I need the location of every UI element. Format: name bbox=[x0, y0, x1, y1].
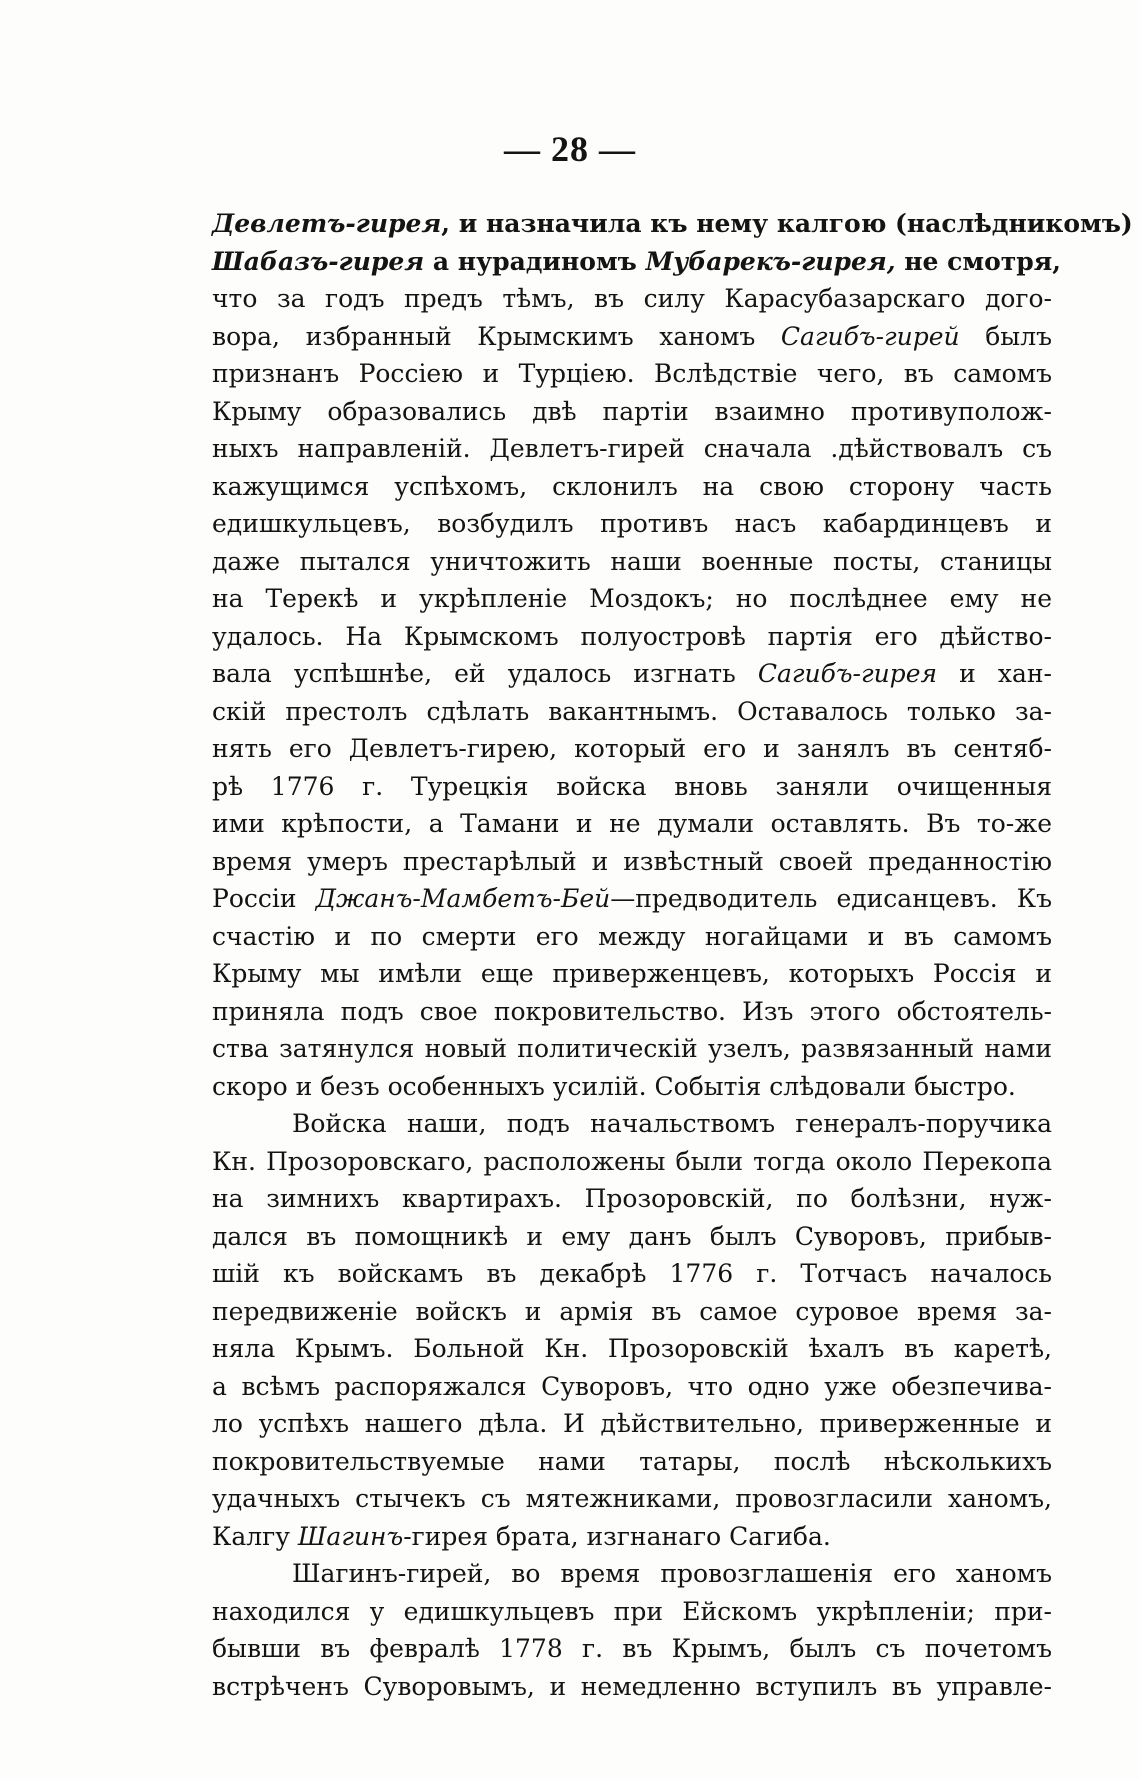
text-line: рѣ 1776 г. Турецкiя войска вновь заняли очищенныя bbox=[212, 771, 1052, 801]
text-line: няла Крымъ. Больной Кн. Прозоровскiй ѣхалъ въ каретѣ, bbox=[212, 1334, 1052, 1363]
text-line: удалось. На Крымскомъ полуостровѣ партiя его дѣйство- bbox=[212, 621, 1052, 651]
text-line: время умеръ престарѣлый и извѣстный своей преданностiю bbox=[212, 846, 1052, 876]
text-line: ства затянулся новый политическiй узелъ, развязанный нами bbox=[212, 1034, 1052, 1063]
text-span: -гирея брата, изгнанаго Сагиба. bbox=[403, 1521, 831, 1551]
text-line: Шагинъ-гирей, во время провозглашенiя его ханомъ bbox=[292, 1559, 1052, 1588]
text-line: Крыму образовались двѣ партiи взаимно противуполож- bbox=[212, 396, 1052, 426]
text-span: вала успѣшнѣе, ей удалось изгнать bbox=[212, 659, 758, 688]
text-span: , и назначила къ нему калгою (наслѣдникомъ) bbox=[441, 209, 1133, 238]
text-line bbox=[212, 1518, 1052, 1556]
text-line bbox=[212, 880, 1052, 918]
italic-name: Шабазъ-гирея bbox=[212, 246, 425, 276]
italic-name: Мубарекъ-гирея, bbox=[645, 246, 896, 276]
text-line bbox=[212, 318, 1052, 356]
text-line: нять его Девлетъ-гирею, который его и занялъ въ сентяб- bbox=[212, 734, 1052, 763]
italic-name: Джанъ-Мамбетъ-Бей bbox=[315, 884, 611, 913]
body-text bbox=[212, 205, 1133, 1705]
text-line: скiй престолъ сдѣлать вакантнымъ. Оставалось только за- bbox=[212, 696, 1052, 726]
text-line: даже пытался уничтожить наши военные посты, станицы bbox=[212, 546, 1052, 576]
text-line bbox=[212, 205, 1133, 243]
text-span: и хан- bbox=[937, 659, 1053, 688]
text-line: передвиженiе войскъ и армiя въ самое суровое время за- bbox=[212, 1296, 1052, 1326]
text-line: ло успѣхъ нашего дѣла. И дѣйствительно, приверженные и bbox=[212, 1409, 1052, 1438]
text-line: счастiю и по смерти его между ногайцами и въ самомъ bbox=[212, 921, 1052, 951]
text-line: находился у едишкульцевъ при Ейскомъ укрѣпленiи; при- bbox=[212, 1596, 1052, 1626]
text-line: удачныхъ стычекъ съ мятежниками, провозгласили ханомъ, bbox=[212, 1484, 1052, 1513]
italic-name: Сагибъ-гирея bbox=[757, 659, 938, 688]
text-line: а всѣмъ распоряжался Суворовъ, что одно уже обезпечива- bbox=[212, 1371, 1052, 1401]
text-span: Россiи bbox=[212, 884, 316, 913]
text-span: вора, избранный Крымскимъ ханомъ bbox=[212, 321, 781, 351]
italic-name: Девлетъ-гирея bbox=[212, 209, 442, 238]
text-line: скоро и безъ особенныхъ усилiй. Событiя слѣдовали быстро. bbox=[212, 1071, 1016, 1101]
text-line: приняла подъ свое покровительство. Изъ этого обстоятель- bbox=[212, 996, 1052, 1026]
text-span: а нурадиномъ bbox=[424, 246, 646, 276]
text-span: Калгу bbox=[212, 1521, 298, 1551]
text-line: бывши въ февралѣ 1778 г. въ Крымъ, былъ съ почетомъ bbox=[212, 1634, 1052, 1663]
text-line bbox=[212, 655, 1052, 693]
text-line: едишкульцевъ, возбудилъ противъ насъ кабардинцевъ и bbox=[212, 509, 1052, 538]
text-line: кажущимся успѣхомъ, склонилъ на свою сторону часть bbox=[212, 471, 1052, 501]
text-line: что за годъ предъ тѣмъ, въ силу Карасубазарскаго дого- bbox=[212, 284, 1052, 313]
text-line: признанъ Россiею и Турцiею. Вслѣдствiе чего, въ самомъ bbox=[212, 359, 1052, 388]
text-line: встрѣченъ Суворовымъ, и немедленно вступилъ въ управле- bbox=[212, 1671, 1052, 1701]
italic-name: Шагинъ bbox=[297, 1521, 404, 1551]
text-line: на зимнихъ квартирахъ. Прозоровскiй, по болѣзни, нуж- bbox=[212, 1184, 1052, 1213]
text-line bbox=[212, 243, 1061, 281]
text-line: дался въ помощникѣ и ему данъ былъ Суворовъ, прибыв- bbox=[212, 1221, 1052, 1251]
text-line: Кн. Прозоровскаго, расположены были тогда около Перекопа bbox=[212, 1146, 1052, 1176]
text-line: Войска наши, подъ начальствомъ генералъ-поручика bbox=[292, 1109, 1052, 1138]
text-line: ныхъ направленiй. Девлетъ-гирей сначала .дѣйствовалъ съ bbox=[212, 434, 1052, 463]
text-line: на Терекѣ и укрѣпленiе Моздокъ; но послѣднее ему не bbox=[212, 584, 1052, 613]
text-span: не смотря, bbox=[895, 246, 1061, 276]
text-line: шiй къ войскамъ въ декабрѣ 1776 г. Тотчасъ началось bbox=[212, 1259, 1052, 1288]
italic-name: Сагибъ-гирей bbox=[780, 321, 960, 351]
text-line: покровительствуемые нами татары, послѣ нѣсколькихъ bbox=[212, 1446, 1052, 1476]
page-number: — 28 — bbox=[504, 129, 636, 169]
text-line: ими крѣпости, а Тамани и не думали оставлять. Въ то-же bbox=[212, 809, 1052, 838]
text-span: былъ bbox=[959, 321, 1052, 351]
text-span: —предводитель едисанцевъ. Къ bbox=[610, 884, 1052, 913]
text-line: Крыму мы имѣли еще приверженцевъ, которыхъ Россiя и bbox=[212, 959, 1052, 988]
